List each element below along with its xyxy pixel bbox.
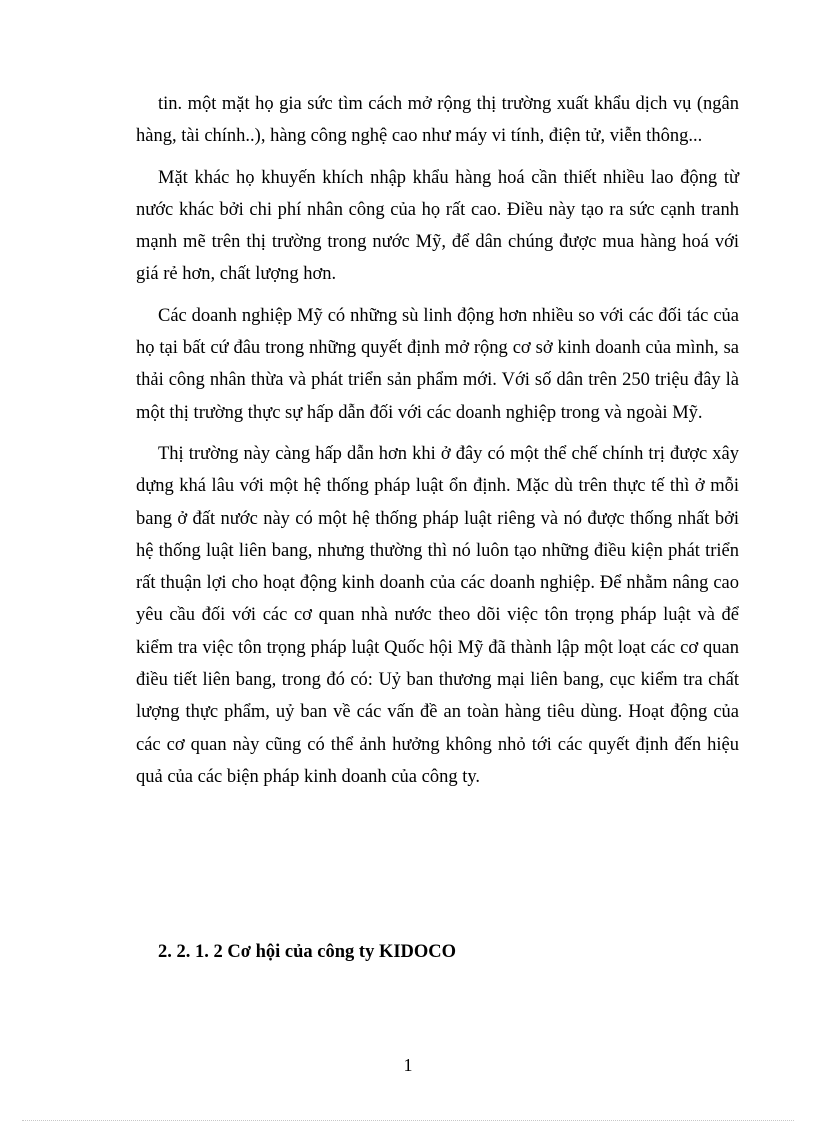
- paragraph-4: Thị trường này càng hấp dẫn hơn khi ở đây có một thể chế chính trị được xây dựng khá lâu với một hệ thống pháp luật ổn định. Mặc dù trên thực tế thì ở mỗi bang ở đất nước này có một hệ thống pháp luật riêng và nó được thống nhất bởi hệ thống luật liên bang, nhưng thường thì nó luôn tạo những điều kiện phát triển rất thuận lợi cho hoạt động kinh doanh của các doanh nghiệp. Để nhằm nâng cao yêu cầu đối với các cơ quan nhà nước theo dõi việc tôn trọng pháp luật và để kiểm tra việc tôn trọng pháp luật Quốc hội Mỹ đã thành lập một loạt các cơ quan điều tiết liên bang, trong đó có: Uỷ ban thương mại liên bang, cục kiểm tra chất lượng thực phẩm, uỷ ban về các vấn đề an toàn hàng tiêu dùng. Hoạt động của các cơ quan này cũng có thể ảnh hưởng không nhỏ tới các quyết định đến hiệu quả của các biện pháp kinh doanh của công ty.: [136, 443, 739, 787]
- paragraph-3: Các doanh nghiệp Mỹ có những sù linh động hơn nhiều so với các đối tác của họ tại bất cứ đâu trong những quyết định mở rộng cơ sở kinh doanh của mình, sa thải công nhân thừa và phát triển sản phẩm mới. Với số dân trên 250 triệu đây là một thị trường thực sự hấp dẫn đối với các doanh nghiệp trong và ngoài Mỹ.: [136, 305, 739, 423]
- body-text: [136, 88, 739, 802]
- page-bottom-divider: [22, 1120, 794, 1121]
- paragraph-2: Mặt khác họ khuyến khích nhập khẩu hàng hoá cần thiết nhiều lao động từ nước khác bởi chi phí nhân công của họ rất cao. Điều này tạo ra sức cạnh tranh mạnh mẽ trên thị trường trong nước Mỹ, để dân chúng được mua hàng hoá với giá rẻ hơn, chất lượng hơn.: [136, 167, 739, 285]
- paragraph-1: tin. một mặt họ gia sức tìm cách mở rộng thị trường xuất khẩu dịch vụ (ngân hàng, tài chính..), hàng công nghệ cao như máy vi tính, điện tử, viễn thông...: [136, 94, 739, 147]
- page-number: 1: [403, 1055, 413, 1075]
- section-heading: 2. 2. 1. 2 Cơ hội của công ty KIDOCO: [158, 942, 457, 962]
